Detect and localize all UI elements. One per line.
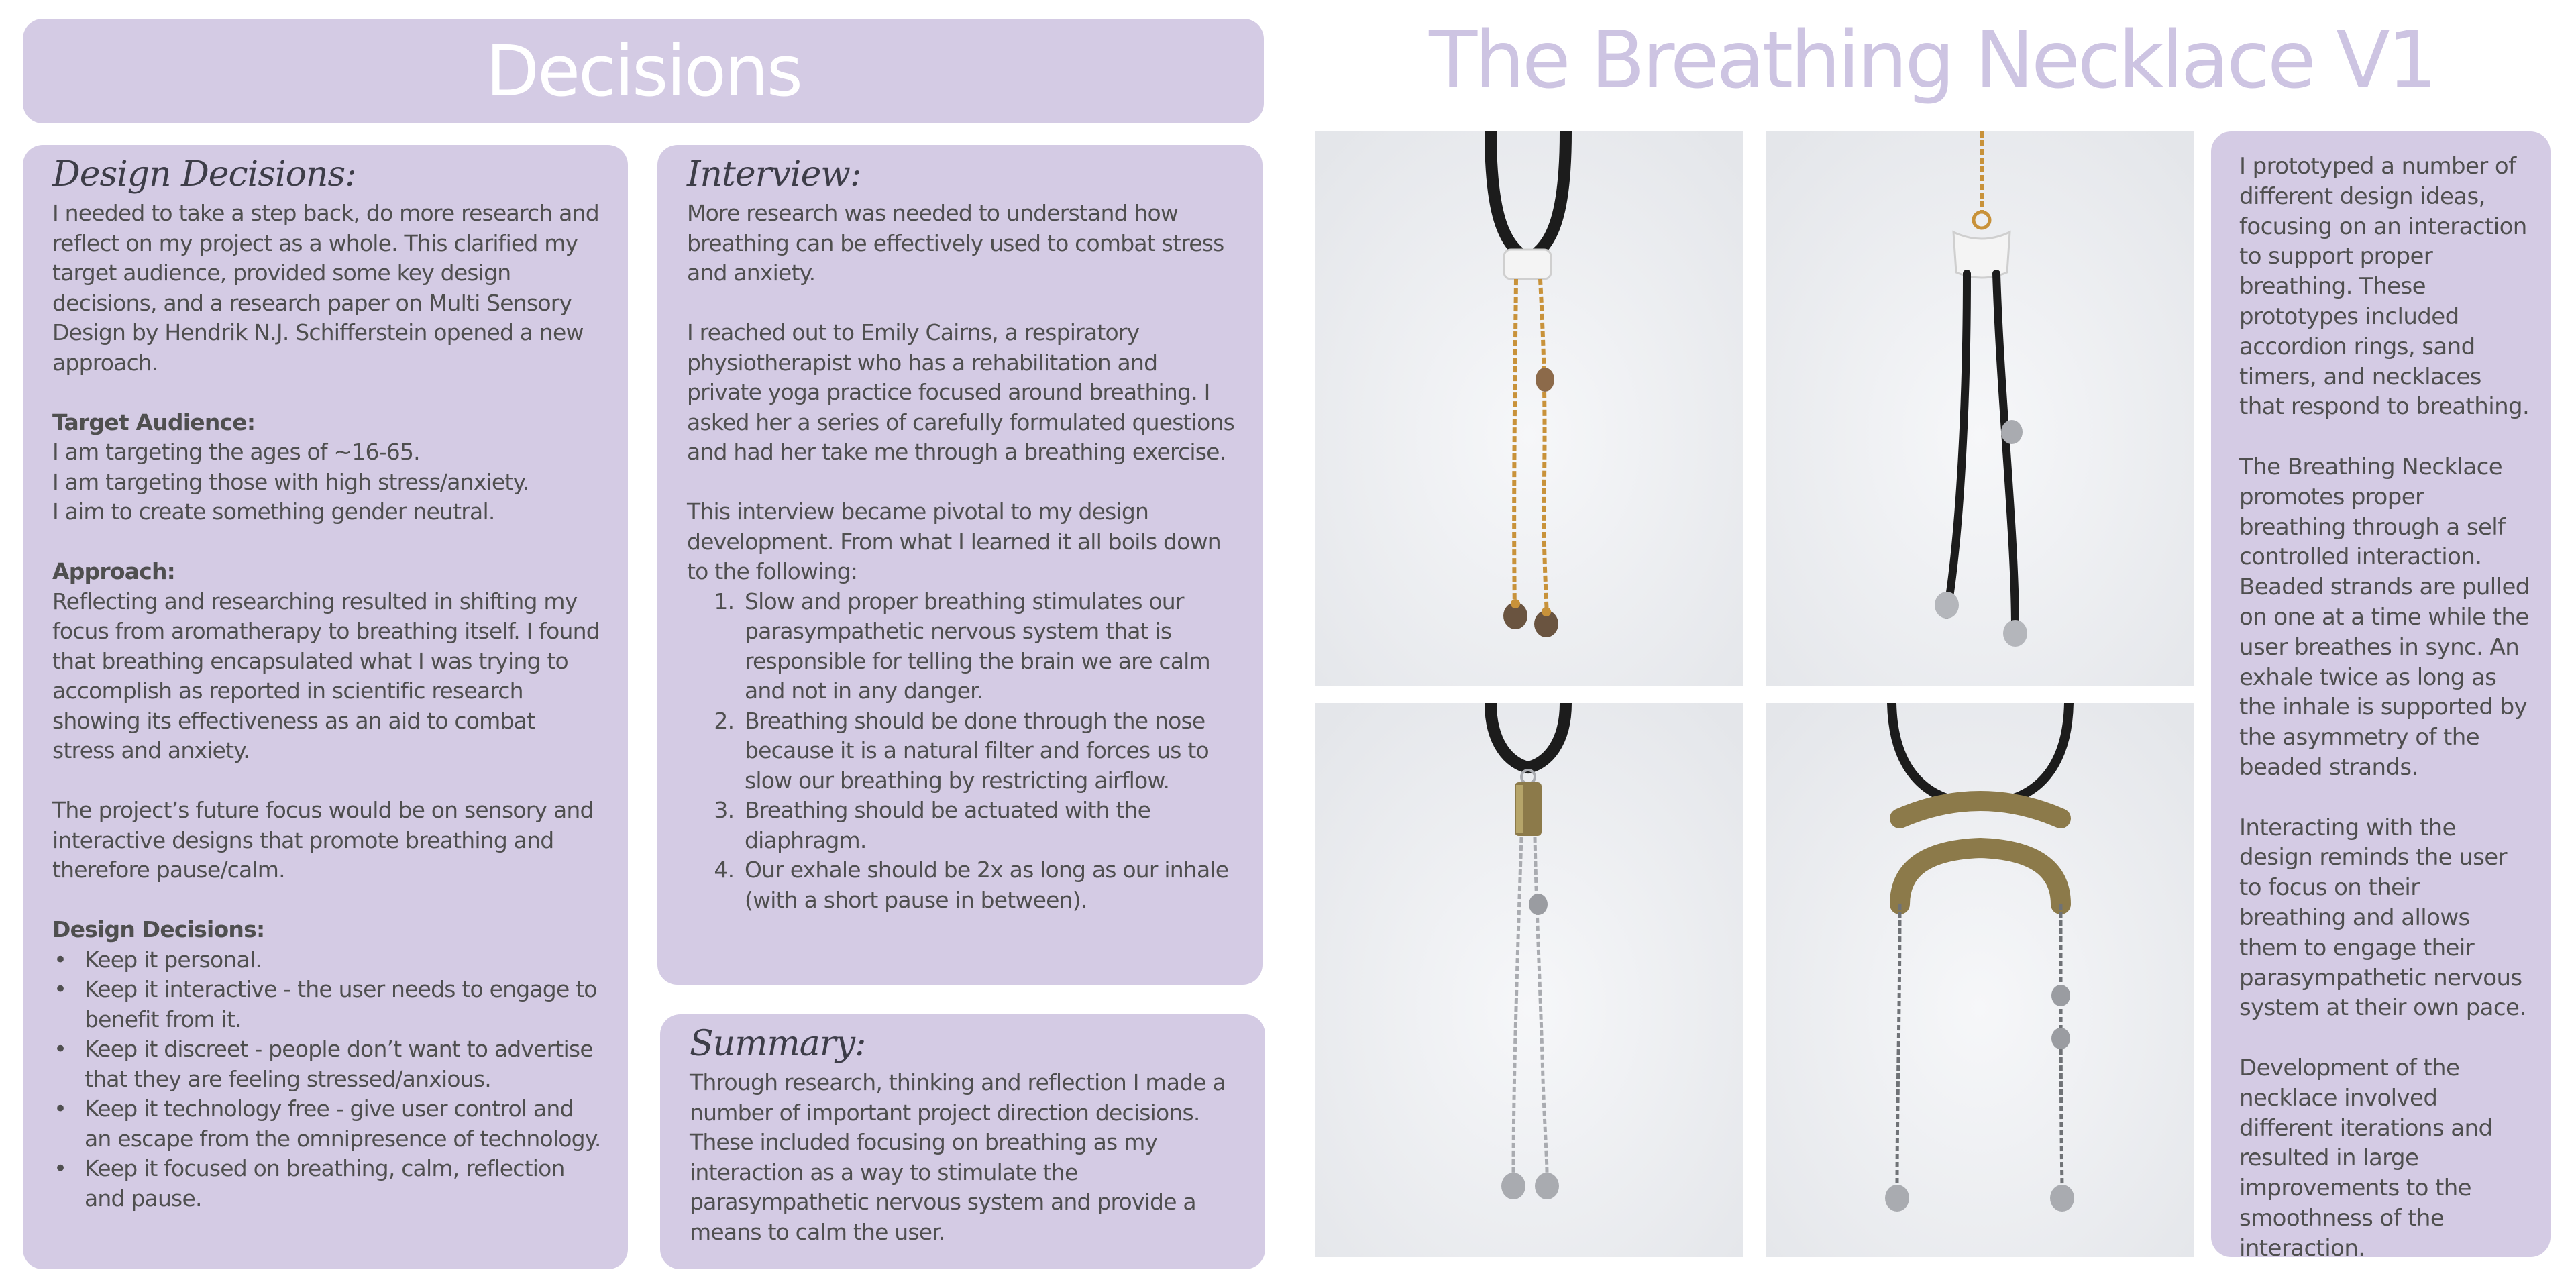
decisions-list bbox=[52, 945, 601, 1214]
target-line: I am targeting the ages of ~16-65. bbox=[52, 439, 420, 465]
interview-findings-list bbox=[687, 587, 1236, 916]
necklace-photo-gold-chain bbox=[1315, 131, 1743, 686]
target-line: I am targeting those with high stress/anxiety. bbox=[52, 468, 529, 495]
target-audience-heading: Target Audience: bbox=[52, 409, 256, 435]
interview-paragraph: More research was needed to understand how breathing can be effectively used to combat stress and anxiety. bbox=[687, 200, 1224, 286]
interview-card bbox=[657, 145, 1263, 985]
future-focus-text: The project’s future focus would be on sensory and interactive designs that promote breathing and therefore pause/calm. bbox=[52, 797, 594, 883]
decision-item: • Keep it interactive - the user needs to engage to benefit from it. bbox=[85, 975, 601, 1034]
decision-item: • Keep it discreet - people don’t want to advertise that they are feeling stressed/anxious. bbox=[85, 1034, 601, 1094]
necklace-photo-silver-chain bbox=[1315, 703, 1743, 1257]
description-paragraph: I prototyped a number of different design ideas, focusing on an interaction to support proper breathing. These prototypes included accordion rings, sand timers, and necklaces that respond to breathing. bbox=[2239, 153, 2530, 421]
decision-item: • Keep it personal. bbox=[85, 945, 601, 975]
decision-item: • Keep it technology free - give user control and an escape from the omnipresence of technology. bbox=[85, 1094, 601, 1154]
finding-item: 3. Breathing should be actuated with the diaphragm. bbox=[741, 796, 1236, 855]
decisions-banner bbox=[23, 19, 1264, 123]
interview-paragraph: This interview became pivotal to my design development. From what I learned it all boils down to the following: bbox=[687, 498, 1221, 584]
necklace-photo-black-cord bbox=[1766, 131, 2194, 686]
summary-card bbox=[660, 1014, 1265, 1269]
necklace-photo-brass-arcs bbox=[1766, 703, 2194, 1257]
approach-text: Reflecting and researching resulted in shifting my focus from aromatherapy to breathing itself. I found that breathing encapsulated what I was trying to accomplish as reported in scientific research showing its effectiveness as an aid to combat stress and anxiety. bbox=[52, 588, 600, 763]
page-title: The Breathing Necklace V1 bbox=[1429, 13, 2435, 106]
finding-item: 2. Breathing should be done through the nose because it is a natural filter and forces us to slow our breathing by restricting airflow. bbox=[741, 706, 1236, 796]
interview-paragraph: I reached out to Emily Cairns, a respiratory physiotherapist who has a rehabilitation and private yoga practice focused around breathing. I asked her a series of carefully formulated questions and had her take me through a breathing exercise. bbox=[687, 319, 1235, 465]
design-decisions-card bbox=[23, 145, 628, 1269]
approach-heading: Approach: bbox=[52, 558, 176, 584]
decisions-list-heading: Design Decisions: bbox=[52, 916, 265, 943]
design-decisions-heading: Design Decisions: bbox=[52, 154, 356, 195]
summary-heading: Summary: bbox=[690, 1024, 866, 1064]
description-paragraph: Development of the necklace involved different iterations and resulted in large improvements to the smoothness of the interaction. bbox=[2239, 1054, 2493, 1262]
description-paragraph: Interacting with the design reminds the user to focus on their breathing and allows them to engage their parasympathetic nervous system at their own pace. bbox=[2239, 814, 2526, 1022]
finding-item: 4. Our exhale should be 2x as long as our inhale (with a short pause in between). bbox=[741, 855, 1236, 915]
interview-heading: Interview: bbox=[687, 154, 861, 195]
decision-item: • Keep it focused on breathing, calm, reflection and pause. bbox=[85, 1154, 601, 1214]
breathing-necklace-description-card bbox=[2211, 131, 2551, 1262]
finding-item: 1. Slow and proper breathing stimulates our parasympathetic nervous system that is responsible for telling the brain we are calm and not in any danger. bbox=[741, 587, 1236, 706]
banner-title: Decisions bbox=[486, 30, 801, 112]
description-paragraph: The Breathing Necklace promotes proper breathing through a self controlled interaction. Beaded strands are pulled on one at a time while the user breathes in sync. An exhale twice as long as the inhale is supported by the asymmetry of the beaded strands. bbox=[2239, 453, 2530, 781]
design-intro-text: I needed to take a step back, do more research and reflect on my project as a whole. This clarified my target audience, provided some key design decisions, and a research paper on Multi Sensory Design by Hendrik N.J. Schifferstein opened a new approach. bbox=[52, 200, 599, 376]
target-line: I aim to create something gender neutral. bbox=[52, 498, 495, 525]
summary-text: Through research, thinking and reflection I made a number of important project direction decisions. These included focusing on breathing as my interaction as a way to stimulate the parasympathetic nervous system and provide a means to calm the user. bbox=[690, 1069, 1226, 1245]
